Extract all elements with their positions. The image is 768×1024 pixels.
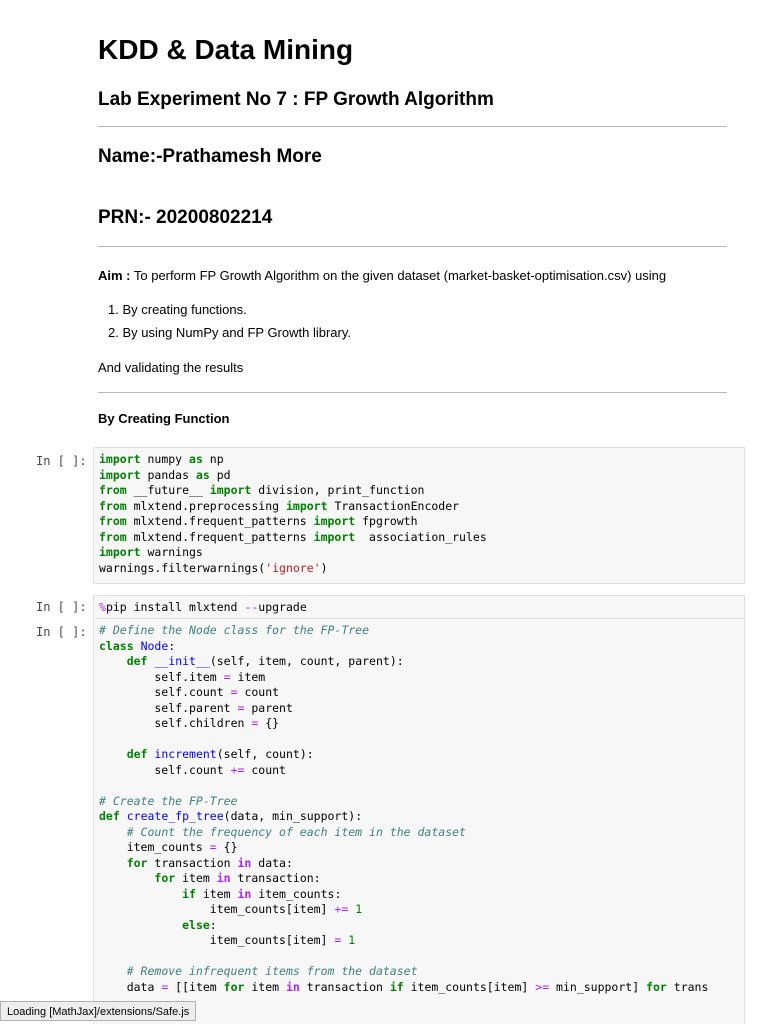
- aim-paragraph: [98, 268, 666, 283]
- student-name: Name:-Prathamesh More: [98, 146, 322, 167]
- aim-text: To perform FP Growth Algorithm on the given dataset (market-basket-optimisation.csv) using: [130, 268, 667, 283]
- status-bar: Loading [MathJax]/extensions/Safe.js: [0, 1001, 196, 1021]
- code-content: # Define the Node class for the FP-Tree class Node: def __init__(self, item, count, parent): self.item = item self.count = count self.parent = parent self.children = {} def increment(self, count): self.count += count # Create the FP-Tree def create_fp_tree(data, min_support): # Count the frequency of each item in the dataset item_counts = {} for transaction in data: for item in transaction: if item in item_counts: item_counts[item] += 1 else: item_counts[item] = 1 # Remove infrequent items from the dataset data = [[item for item in transaction if item_counts[item] >= min_support] for trans: [99, 623, 709, 994]
- lab-subtitle: Lab Experiment No 7 : FP Growth Algorithm: [98, 89, 494, 110]
- divider: [98, 392, 727, 393]
- validation-text: And validating the results: [98, 360, 244, 375]
- code-content: import numpy as np import pandas as pd from __future__ import division, print_function from mlxtend.preprocessing import TransactionEncoder from mlxtend.frequent_patterns import fpgrowth from mlxtend.frequent_patterns import association_rules import warnings warnings.filterwarnings('ignore'): [99, 452, 487, 575]
- cell-prompt: In [ ]:: [36, 454, 87, 468]
- code-content: %pip install mlxtend --upgrade: [99, 600, 307, 614]
- aim-list-item: 1. By creating functions.: [108, 302, 247, 317]
- divider: [98, 246, 727, 247]
- notebook-title: KDD & Data Mining: [98, 34, 354, 65]
- student-prn: PRN:- 20200802214: [98, 207, 273, 228]
- aim-label: Aim :: [98, 268, 131, 283]
- code-cell-imports[interactable]: [93, 447, 745, 584]
- code-cell-fp-tree[interactable]: [93, 618, 745, 1024]
- cell-prompt: In [ ]:: [36, 625, 87, 639]
- code-cell-pip-install[interactable]: [93, 595, 745, 619]
- divider: [98, 126, 727, 127]
- section-heading: By Creating Function: [98, 411, 230, 426]
- cell-prompt: In [ ]:: [36, 600, 87, 614]
- aim-list-item: 2. By using NumPy and FP Growth library.: [108, 325, 352, 340]
